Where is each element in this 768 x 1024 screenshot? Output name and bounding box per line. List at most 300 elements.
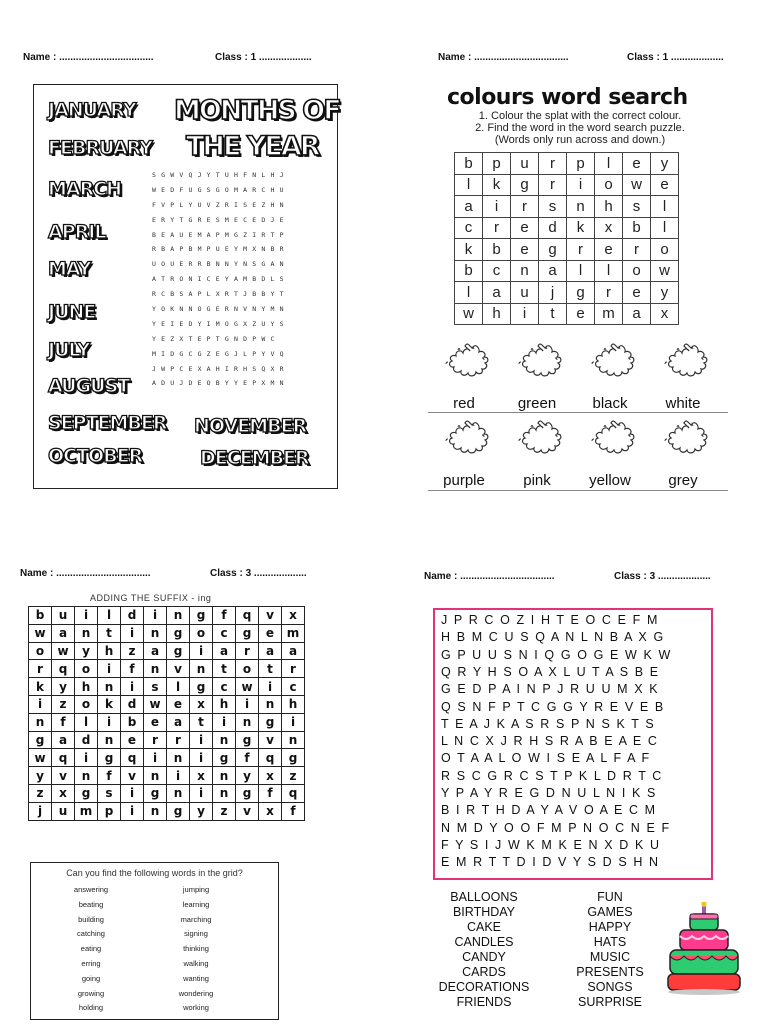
paint-splat-icon[interactable]	[436, 340, 494, 382]
party-grid-row: F Y S I J W K M K E N X D K U	[441, 837, 661, 852]
suffix-grid-cell: r	[144, 731, 167, 749]
suffix-grid-cell: t	[98, 624, 121, 642]
suffix-grid-cell: c	[213, 678, 236, 696]
suffix-grid-cell: l	[98, 607, 121, 625]
suffix-grid-cell: g	[190, 678, 213, 696]
suffix-grid-cell: n	[213, 767, 236, 785]
suffix-grid-cell: i	[98, 660, 121, 678]
suffix-grid-cell: u	[52, 802, 75, 820]
party-grid-row: L N C X J R H S R A B E A E C	[441, 734, 659, 749]
party-word: CAKE	[466, 920, 502, 934]
colours-grid	[454, 152, 679, 325]
suffix-question: Can you find the following words in the grid?	[66, 868, 243, 878]
months-title-line1: MONTHS OF	[174, 95, 340, 126]
months-grid-row: RBAPBMPUEYMXNBR	[152, 245, 289, 254]
p3-class-line: Class : 3 ...................	[210, 568, 307, 579]
party-word: DECORATIONS	[438, 980, 530, 994]
months-grid-row: YEZXTEPTGNDPWC	[152, 334, 280, 343]
suffix-grid-cell: w	[52, 642, 75, 660]
party-grid-row: N M D Y O O F M P N O C N E F	[441, 820, 671, 835]
party-grid-row: B I R T H D A Y A V O A E C M	[441, 803, 657, 818]
colours-grid-cell: e	[567, 303, 595, 325]
suffix-grid-cell: a	[167, 713, 190, 731]
suffix-grid	[28, 606, 305, 821]
paint-splat-icon[interactable]	[436, 417, 494, 459]
colours-grid-cell: u	[511, 153, 539, 175]
suffix-grid-cell: i	[144, 607, 167, 625]
month-december: DECEMBER	[200, 447, 309, 469]
suffix-grid-cell: g	[259, 713, 282, 731]
colours-grid-cell: e	[595, 239, 623, 261]
colours-grid-cell: j	[539, 282, 567, 304]
colours-grid-cell: b	[483, 239, 511, 261]
party-word: CANDY	[462, 950, 506, 964]
colours-grid-cell: b	[455, 153, 483, 175]
colours-grid-cell: p	[567, 153, 595, 175]
colours-grid-cell: x	[595, 217, 623, 239]
suffix-grid-cell: c	[282, 678, 305, 696]
colours-grid-cell: g	[567, 282, 595, 304]
suffix-grid-cell: d	[121, 607, 144, 625]
suffix-grid-cell: f	[213, 607, 236, 625]
party-word: FUN	[597, 890, 623, 904]
colours-grid-cell: k	[483, 174, 511, 196]
suffix-grid-cell: t	[259, 660, 282, 678]
colours-grid-cell: o	[651, 239, 679, 261]
party-grid-row: J P R C O Z I H T E O C E F M	[441, 613, 659, 627]
months-grid-row: YOKNNOGERNVNYMN	[152, 305, 289, 314]
suffix-grid-cell: g	[236, 731, 259, 749]
suffix-grid-cell: q	[282, 784, 305, 802]
suffix-grid-cell: e	[121, 731, 144, 749]
suffix-grid-cell: g	[213, 749, 236, 767]
suffix-grid-cell: k	[29, 678, 52, 696]
months-letter-grid	[152, 168, 289, 391]
suffix-grid-cell: o	[29, 642, 52, 660]
colours-grid-cell: s	[539, 196, 567, 218]
suffix-word: growing	[77, 988, 105, 998]
colours-grid-cell: r	[623, 239, 651, 261]
suffix-grid-cell: k	[98, 695, 121, 713]
party-word: CANDLES	[454, 935, 514, 949]
suffix-grid-cell: i	[190, 642, 213, 660]
suffix-grid-cell: q	[236, 607, 259, 625]
colours-grid-cell: h	[595, 196, 623, 218]
party-grid-row: O T A A L O W I S E A L F A F	[441, 751, 651, 766]
suffix-title: ADDING THE SUFFIX - ing	[90, 593, 212, 603]
months-grid-row: BEAUEMAPMGZIRTP	[152, 230, 289, 239]
suffix-grid-cell: f	[236, 749, 259, 767]
colours-grid-cell: a	[483, 282, 511, 304]
party-word: HAPPY	[588, 920, 632, 934]
suffix-grid-cell: z	[213, 802, 236, 820]
suffix-grid-cell: a	[52, 731, 75, 749]
suffix-word: wanting	[183, 973, 209, 983]
month-august: AUGUST	[48, 375, 130, 397]
colours-grid-cell: i	[483, 196, 511, 218]
paint-splat-icon[interactable]	[655, 417, 713, 459]
party-word: PRESENTS	[576, 965, 644, 979]
suffix-grid-cell: y	[52, 678, 75, 696]
suffix-grid-cell: q	[121, 749, 144, 767]
suffix-grid-cell: n	[282, 731, 305, 749]
suffix-word: working	[183, 1003, 209, 1013]
suffix-grid-cell: o	[190, 624, 213, 642]
suffix-grid-cell: e	[144, 713, 167, 731]
colours-grid-cell: x	[651, 303, 679, 325]
suffix-grid-cell: z	[29, 784, 52, 802]
colours-grid-cell: y	[651, 153, 679, 175]
colours-grid-cell: a	[455, 196, 483, 218]
suffix-grid-cell: i	[75, 607, 98, 625]
suffix-word: answering	[73, 885, 109, 894]
suffix-grid-cell: i	[190, 784, 213, 802]
instruction-3: (Words only run across and down.)	[494, 134, 666, 146]
suffix-grid-cell: t	[213, 660, 236, 678]
suffix-grid-cell: v	[52, 767, 75, 785]
colour-label: red	[453, 395, 475, 412]
suffix-grid-cell: x	[259, 802, 282, 820]
suffix-grid-cell: n	[144, 660, 167, 678]
suffix-word: beating	[78, 899, 104, 909]
colours-grid-cell: i	[511, 303, 539, 325]
colours-grid-cell: l	[651, 217, 679, 239]
suffix-grid-cell: i	[236, 695, 259, 713]
paint-splat-icon[interactable]	[509, 417, 567, 459]
colours-grid-cell: e	[511, 239, 539, 261]
suffix-grid-cell: i	[190, 731, 213, 749]
suffix-word: erring	[81, 959, 101, 968]
suffix-grid-cell: n	[259, 695, 282, 713]
months-grid-row: ERYTGRESMECEDJE	[152, 215, 289, 224]
suffix-grid-cell: h	[75, 678, 98, 696]
colours-grid-cell: o	[595, 174, 623, 196]
colours-grid-cell: b	[623, 217, 651, 239]
party-grid-row: G P U U S N I Q G O G E W K W	[441, 647, 672, 662]
months-grid-row: MIDGCGZEGJLPYVQ	[152, 349, 289, 358]
colours-grid-cell: o	[623, 260, 651, 282]
suffix-grid-cell: n	[144, 767, 167, 785]
suffix-grid-cell: d	[121, 695, 144, 713]
suffix-grid-cell: g	[282, 749, 305, 767]
suffix-grid-cell: n	[29, 713, 52, 731]
months-title-line2: THE YEAR	[186, 131, 319, 162]
month-april: APRIL	[48, 221, 106, 243]
p2-name-line: Name : ..................................	[438, 52, 569, 63]
colours-grid-cell: n	[511, 260, 539, 282]
party-grid-row: Q R Y H S O A X L U T A S B E	[441, 664, 660, 679]
party-word: BIRTHDAY	[452, 905, 516, 919]
label-underline	[428, 490, 728, 491]
colour-label: green	[517, 395, 557, 412]
p4-name-line: Name : ..................................	[424, 571, 555, 582]
party-grid-row: G E D P A I N P J R U U M X K	[441, 682, 660, 697]
suffix-grid-cell: i	[213, 713, 236, 731]
suffix-grid-cell: i	[29, 695, 52, 713]
p1-name-line: Name : ..................................	[23, 52, 154, 63]
month-february: FEBRUARY	[48, 137, 152, 159]
suffix-grid-cell: y	[29, 767, 52, 785]
suffix-grid-cell: z	[282, 767, 305, 785]
instruction-1: 1. Colour the splat with the correct colour.	[478, 110, 682, 122]
suffix-grid-cell: w	[29, 749, 52, 767]
months-grid-row: WEDFUGSGOMARCHU	[152, 185, 289, 194]
suffix-grid-cell: g	[167, 802, 190, 820]
colours-grid-cell: r	[539, 153, 567, 175]
suffix-grid-cell: n	[167, 749, 190, 767]
suffix-grid-cell: r	[236, 642, 259, 660]
paint-splat-icon[interactable]	[509, 340, 567, 382]
party-word: SURPRISE	[578, 995, 642, 1009]
colours-instructions	[440, 110, 720, 146]
suffix-grid-cell: n	[190, 660, 213, 678]
suffix-grid-cell: l	[75, 713, 98, 731]
months-grid-row: YEIEDYIMOGXZUYS	[152, 319, 289, 328]
party-word: BALLOONS	[450, 890, 518, 904]
suffix-grid-cell: f	[121, 660, 144, 678]
suffix-grid-cell: q	[259, 749, 282, 767]
suffix-word: jumping	[182, 885, 210, 894]
colours-grid-cell: c	[455, 217, 483, 239]
paint-splat-icon[interactable]	[582, 417, 640, 459]
suffix-grid-cell: n	[213, 784, 236, 802]
suffix-grid-cell: g	[167, 624, 190, 642]
suffix-grid-cell: m	[282, 624, 305, 642]
colours-grid-cell: h	[483, 303, 511, 325]
suffix-grid-cell: f	[52, 713, 75, 731]
label-underline	[428, 412, 728, 413]
suffix-word: going	[81, 973, 101, 983]
suffix-grid-cell: f	[259, 784, 282, 802]
months-grid-row: ATRONICEYAMBDLS	[152, 275, 289, 284]
colours-grid-cell: w	[623, 174, 651, 196]
suffix-grid-cell: i	[121, 784, 144, 802]
colours-grid-cell: b	[455, 260, 483, 282]
suffix-grid-cell: i	[259, 678, 282, 696]
colours-grid-cell: p	[483, 153, 511, 175]
suffix-grid-cell: p	[98, 802, 121, 820]
suffix-grid-cell: f	[98, 767, 121, 785]
suffix-grid-cell: r	[167, 731, 190, 749]
colour-label: grey	[668, 472, 698, 489]
suffix-grid-cell: g	[236, 624, 259, 642]
suffix-grid-cell: b	[29, 607, 52, 625]
suffix-grid-cell: i	[121, 802, 144, 820]
suffix-grid-cell: v	[236, 802, 259, 820]
suffix-grid-cell: f	[282, 802, 305, 820]
suffix-grid-cell: a	[213, 642, 236, 660]
paint-splat-icon[interactable]	[655, 340, 713, 382]
suffix-grid-cell: l	[167, 678, 190, 696]
suffix-grid-cell: g	[75, 784, 98, 802]
suffix-grid-cell: i	[75, 749, 98, 767]
colours-grid-cell: r	[483, 217, 511, 239]
party-word: FRIENDS	[456, 995, 512, 1009]
suffix-grid-cell: i	[282, 713, 305, 731]
colours-grid-cell: l	[651, 196, 679, 218]
colours-grid-cell: l	[455, 282, 483, 304]
suffix-grid-cell: o	[75, 660, 98, 678]
colours-grid-cell: l	[567, 260, 595, 282]
colour-label: black	[592, 395, 628, 412]
suffix-grid-cell: n	[144, 624, 167, 642]
party-grid-row: Y P A Y R E G D N U L N I K S	[441, 786, 657, 800]
p3-name-line: Name : ..................................	[20, 568, 151, 579]
party-word: GAMES	[587, 905, 633, 919]
colours-grid-cell: e	[623, 153, 651, 175]
party-word: MUSIC	[589, 950, 631, 964]
months-grid-row: SGWVQJYTUHFNLHJ	[152, 171, 289, 179]
suffix-grid-cell: i	[121, 678, 144, 696]
colours-grid-cell: r	[539, 174, 567, 196]
p2-class-line: Class : 1 ...................	[627, 52, 724, 63]
suffix-grid-cell: g	[190, 607, 213, 625]
suffix-grid-cell: q	[52, 749, 75, 767]
colours-grid-cell: r	[567, 239, 595, 261]
paint-splat-icon[interactable]	[582, 340, 640, 382]
suffix-grid-cell: n	[144, 802, 167, 820]
colours-grid-cell: g	[539, 239, 567, 261]
suffix-grid-cell: w	[29, 624, 52, 642]
colours-grid-cell: m	[595, 303, 623, 325]
party-grid-row: T E A J K A S R S P N S K T S	[441, 716, 656, 731]
suffix-grid-cell: h	[98, 642, 121, 660]
suffix-grid-cell: a	[282, 642, 305, 660]
suffix-grid-cell: a	[144, 642, 167, 660]
colours-grid-cell: e	[623, 282, 651, 304]
suffix-grid-cell: n	[75, 767, 98, 785]
colours-grid-cell: e	[511, 217, 539, 239]
suffix-grid-cell: q	[52, 660, 75, 678]
suffix-grid-cell: n	[98, 678, 121, 696]
suffix-grid-cell: n	[167, 784, 190, 802]
colours-grid-cell: r	[595, 282, 623, 304]
suffix-grid-cell: r	[29, 660, 52, 678]
month-october: OCTOBER	[48, 445, 143, 467]
colours-grid-cell: c	[483, 260, 511, 282]
p4-class-line: Class : 3 ...................	[614, 571, 711, 582]
suffix-grid-cell: s	[144, 678, 167, 696]
suffix-grid-cell: o	[236, 660, 259, 678]
suffix-grid-cell: y	[236, 767, 259, 785]
suffix-grid-cell: v	[259, 731, 282, 749]
suffix-word: holding	[78, 1003, 104, 1013]
colour-label: pink	[523, 472, 551, 489]
suffix-grid-cell: i	[98, 713, 121, 731]
party-word: SONGS	[587, 980, 633, 994]
suffix-grid-cell: c	[213, 624, 236, 642]
months-grid-row: RCBSAPLXRTJBBYT	[152, 290, 289, 299]
suffix-grid-cell: x	[282, 607, 305, 625]
suffix-grid-cell: x	[190, 767, 213, 785]
suffix-grid-cell: v	[167, 660, 190, 678]
party-word: CARDS	[462, 965, 506, 979]
months-grid-row: JWPCEXAHIRHSQXR	[152, 364, 289, 373]
suffix-grid-cell: n	[236, 713, 259, 731]
suffix-grid-cell: x	[52, 784, 75, 802]
colour-label: white	[665, 395, 701, 412]
suffix-grid-cell: y	[75, 642, 98, 660]
suffix-grid-cell: g	[98, 749, 121, 767]
suffix-grid-cell: g	[167, 642, 190, 660]
suffix-grid-cell: b	[121, 713, 144, 731]
party-grid-row: Q S N F P T C G G Y R E V E B	[441, 699, 665, 714]
colours-grid-cell: g	[511, 174, 539, 196]
suffix-grid-cell: j	[29, 802, 52, 820]
months-grid-row: FVPLYUVZRISEZHN	[152, 200, 289, 209]
suffix-grid-cell: o	[75, 695, 98, 713]
suffix-word: building	[78, 914, 104, 924]
suffix-word: signing	[184, 929, 208, 939]
suffix-grid-cell: g	[144, 784, 167, 802]
colours-grid-cell: l	[455, 174, 483, 196]
suffix-grid-cell: w	[144, 695, 167, 713]
suffix-grid-cell: d	[75, 731, 98, 749]
month-september: SEPTEMBER	[48, 412, 167, 434]
party-word: HATS	[593, 935, 627, 949]
suffix-grid-cell: m	[75, 802, 98, 820]
suffix-grid-cell: g	[29, 731, 52, 749]
colours-grid-cell: a	[539, 260, 567, 282]
party-grid-row: E M R T T D I D V Y S D S H N	[441, 855, 660, 870]
suffix-grid-cell: h	[213, 695, 236, 713]
suffix-grid-cell: v	[259, 607, 282, 625]
birthday-cake-icon	[666, 902, 742, 996]
suffix-word: learning	[182, 899, 210, 909]
suffix-grid-cell: h	[282, 695, 305, 713]
month-june: JUNE	[48, 301, 96, 323]
suffix-grid-cell: e	[167, 695, 190, 713]
suffix-grid-cell: i	[144, 749, 167, 767]
suffix-word: walking	[183, 959, 209, 968]
suffix-grid-cell: w	[236, 678, 259, 696]
suffix-grid-cell: z	[121, 642, 144, 660]
suffix-wordlist-box	[30, 862, 279, 1020]
suffix-grid-cell: a	[52, 624, 75, 642]
p1-class-line: Class : 1 ...................	[215, 52, 312, 63]
colours-grid-cell: w	[651, 260, 679, 282]
party-grid-row: R S C G R C S T P K L D R T C	[441, 768, 663, 783]
months-grid-row: ADUJDEOBYYEPXMN	[152, 379, 289, 388]
suffix-grid-cell: u	[52, 607, 75, 625]
suffix-grid-cell: i	[190, 749, 213, 767]
colours-grid-cell: n	[567, 196, 595, 218]
suffix-grid-cell: y	[190, 802, 213, 820]
colours-grid-cell: u	[511, 282, 539, 304]
colours-grid-cell: k	[455, 239, 483, 261]
suffix-grid-cell: i	[121, 624, 144, 642]
colours-grid-cell: e	[651, 174, 679, 196]
suffix-word: eating	[80, 944, 102, 954]
colour-label: yellow	[589, 472, 631, 489]
colours-grid-cell: s	[623, 196, 651, 218]
colours-grid-cell: a	[623, 303, 651, 325]
suffix-word: marching	[180, 914, 212, 924]
colours-grid-cell: i	[567, 174, 595, 196]
suffix-grid-cell: n	[75, 624, 98, 642]
colours-grid-cell: l	[595, 153, 623, 175]
month-november: NOVEMBER	[194, 415, 307, 437]
colours-grid-cell: k	[567, 217, 595, 239]
suffix-word: thinking	[183, 944, 209, 954]
colour-label: purple	[443, 472, 485, 489]
suffix-word: wondering	[178, 988, 214, 998]
party-grid-row: H B M C U S Q A N L N B A X G	[441, 630, 665, 645]
month-march: MARCH	[48, 178, 122, 200]
suffix-grid-cell: v	[121, 767, 144, 785]
suffix-grid-cell: n	[98, 731, 121, 749]
months-grid-row: UOUERRBNNYNSGAN	[152, 260, 289, 269]
